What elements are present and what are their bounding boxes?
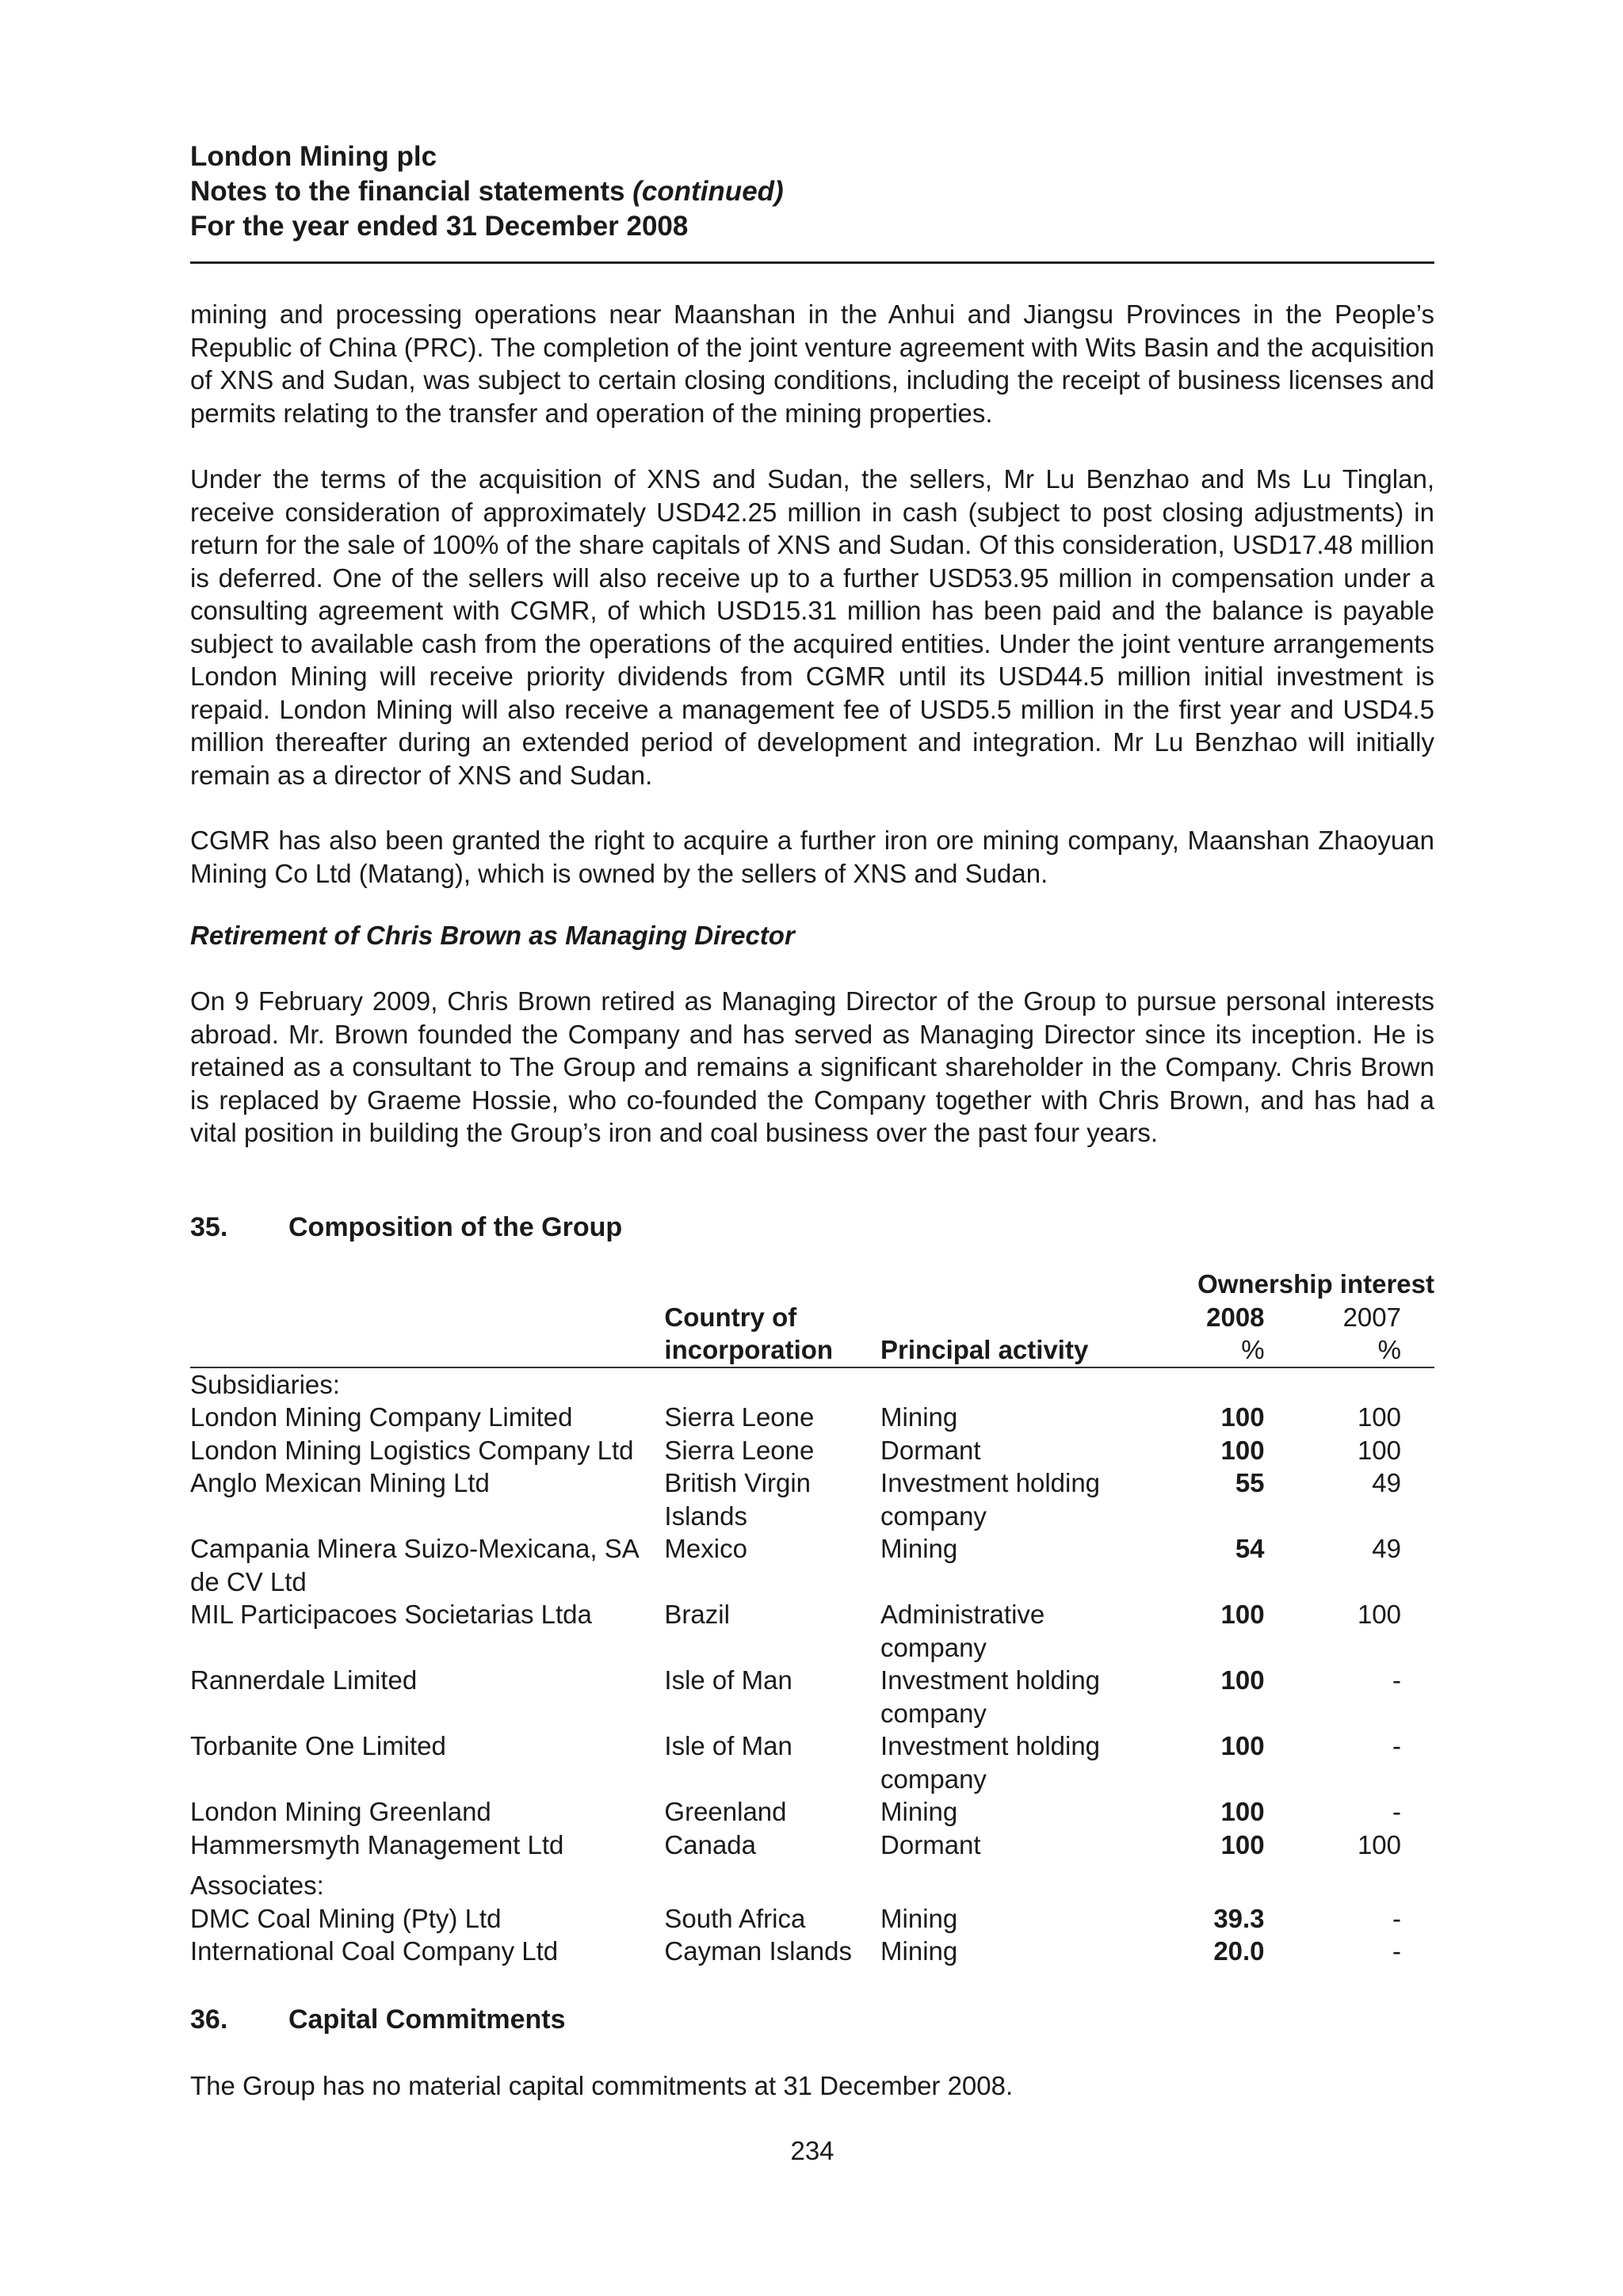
interest-2008: 100 (1220, 1731, 1265, 1760)
interest-2007: - (1392, 1797, 1401, 1826)
table-row (190, 1434, 1434, 1467)
table-row (190, 1401, 1434, 1434)
section-36-number: 36. (190, 2004, 228, 2035)
activity: Dormant (880, 1829, 981, 1859)
table-row (190, 1795, 1434, 1829)
table-row (190, 1902, 1434, 1936)
interest-2008: 20.0 (1213, 1936, 1265, 1966)
activity-header: Principal activity (880, 1333, 1136, 1367)
activity: Mining (880, 1797, 958, 1826)
header-divider (190, 261, 1434, 264)
country: Sierra Leone (664, 1402, 815, 1432)
page-number: 234 (790, 2136, 834, 2165)
country: Cayman Islands (664, 1936, 853, 1966)
entity-name: Rannerdale Limited (190, 1665, 418, 1695)
entity-name: Hammersmyth Management Ltd (190, 1829, 564, 1859)
activity: Administrative company (880, 1600, 1045, 1662)
section-35-title: Composition of the Group (288, 1212, 623, 1242)
country: Greenland (664, 1797, 787, 1826)
interest-2007: 100 (1357, 1435, 1401, 1465)
paragraph-intro: mining and processing operations near Maanshan in the Anhui and Jiangsu Provinces in the People’s Republic of China (PRC). The completion of the joint venture agreement with Wits Basin and the acquisition of XNS and Sudan, was subject to certain closing conditions, including the receipt of business licenses and permits relating to the transfer and operation of the mining properties. (190, 299, 1434, 428)
paragraph-cgmr-right: CGMR has also been granted the right to acquire a further iron ore mining company, Maanshan Zhaoyuan Mining Co Ltd (Matang), which is owned by the sellers of XNS and Sudan. (190, 826, 1434, 888)
entity-name: London Mining Greenland (190, 1797, 491, 1826)
country: Mexico (664, 1534, 747, 1563)
country: Canada (664, 1829, 757, 1859)
notes-title: Notes to the financial statements (190, 176, 633, 207)
associates-label: Associates: (190, 1871, 324, 1900)
entity-name: Campania Minera Suizo-Mexicana, SA de CV Ltd (190, 1534, 638, 1596)
country: Brazil (664, 1600, 730, 1629)
table-row (190, 1730, 1434, 1795)
interest-2008: 55 (1235, 1468, 1265, 1497)
interest-2008: 100 (1220, 1829, 1265, 1859)
subheading-retirement: Retirement of Chris Brown as Managing Director (190, 921, 795, 950)
section-35-number: 35. (190, 1212, 228, 1242)
interest-2008: 100 (1220, 1435, 1265, 1465)
activity: Mining (880, 1936, 958, 1966)
table-row (190, 1829, 1434, 1862)
paragraph-retirement: On 9 February 2009, Chris Brown retired as Managing Director of the Group to pursue personal interests abroad. Mr. Brown founded the Company and has served as Managing Director since its inception. He is retained as a consultant to The Group and remains a significant shareholder in the Company. Chris Brown is replaced by Graeme Hossie, who co-founded the Company together with Chris Brown, and has had a vital position in building the Group’s iron and coal business over the past four years. (190, 986, 1434, 1147)
interest-2007: - (1392, 1936, 1401, 1966)
interest-2007: 49 (1372, 1534, 1401, 1563)
subsidiaries-label: Subsidiaries: (190, 1369, 340, 1399)
table-row (190, 1664, 1434, 1730)
section-36-heading (190, 2004, 566, 2035)
year-2007-header: 2007 (1342, 1302, 1401, 1332)
activity: Investment holding company (880, 1731, 1101, 1794)
country: Sierra Leone (664, 1435, 815, 1465)
pct-2008-header: % (1136, 1333, 1264, 1367)
entity-name: Anglo Mexican Mining Ltd (190, 1468, 490, 1497)
company-name: London Mining plc (190, 141, 437, 172)
country: South Africa (664, 1903, 806, 1933)
interest-2008: 100 (1220, 1402, 1265, 1432)
activity: Dormant (880, 1435, 981, 1465)
composition-table (190, 1268, 1434, 1968)
interest-2008: 54 (1235, 1534, 1265, 1563)
capital-commitments-text: The Group has no material capital commitments at 31 December 2008. (190, 2071, 1014, 2100)
activity: Mining (880, 1534, 958, 1563)
section-36-title: Capital Commitments (288, 2004, 566, 2035)
activity: Mining (880, 1402, 958, 1432)
interest-2008: 39.3 (1213, 1903, 1265, 1933)
interest-2008: 100 (1220, 1600, 1265, 1629)
period-line: For the year ended 31 December 2008 (190, 211, 689, 242)
country: Isle of Man (664, 1731, 792, 1760)
interest-2007: 100 (1357, 1600, 1401, 1629)
table-row (190, 1935, 1434, 1968)
table-row (190, 1598, 1434, 1664)
table-row (190, 1466, 1434, 1532)
entity-name: London Mining Logistics Company Ltd (190, 1435, 634, 1465)
ownership-interest-header: Ownership interest (1197, 1269, 1434, 1299)
activity: Investment holding company (880, 1468, 1101, 1531)
interest-2007: - (1392, 1903, 1401, 1933)
interest-2007: 49 (1372, 1468, 1401, 1497)
paragraph-acquisition-terms: Under the terms of the acquisition of XNS and Sudan, the sellers, Mr Lu Benzhao and Ms Lu Tinglan, receive consideration of approximately USD42.25 million in cash (subject to post closing adjustments) in return for the sale of 100% of the share capitals of XNS and Sudan. Of this consideration, USD17.48 million is deferred. One of the sellers will also receive up to a further USD53.95 million in compensation under a consulting agreement with CGMR, of which USD15.31 million has been paid and the balance is payable subject to available cash from the operations of the acquired entities. Under the joint venture arrangements London Mining will receive priority dividends from CGMR until its USD44.5 million initial investment is repaid. London Mining will also receive a management fee of USD5.5 million in the first year and USD4.5 million thereafter during an extended period of development and integration. Mr Lu Benzhao will initially remain as a director of XNS and Sudan. (190, 464, 1434, 790)
country-header-line1: Country of (664, 1302, 797, 1332)
table-row (190, 1532, 1434, 1598)
interest-2007: - (1392, 1665, 1401, 1695)
entity-name: Torbanite One Limited (190, 1731, 446, 1760)
country: Isle of Man (664, 1665, 792, 1695)
country-header-line2: incorporation (664, 1333, 880, 1367)
activity: Investment holding company (880, 1665, 1101, 1728)
interest-2007: - (1392, 1731, 1401, 1760)
entity-name: DMC Coal Mining (Pty) Ltd (190, 1903, 502, 1933)
document-title (190, 174, 784, 209)
entity-name: International Coal Company Ltd (190, 1936, 559, 1966)
activity: Mining (880, 1903, 958, 1933)
pct-2007-header: % (1265, 1333, 1434, 1367)
country: British Virgin Islands (664, 1468, 812, 1531)
section-35-heading (190, 1212, 622, 1243)
interest-2008: 100 (1220, 1797, 1265, 1826)
year-2008-header: 2008 (1206, 1302, 1265, 1332)
interest-2007: 100 (1357, 1402, 1401, 1432)
document-header (190, 139, 784, 244)
continued-label: (continued) (632, 176, 784, 207)
interest-2007: 100 (1357, 1829, 1401, 1859)
entity-name: London Mining Company Limited (190, 1402, 573, 1432)
entity-name: MIL Participacoes Societarias Ltda (190, 1600, 592, 1629)
interest-2008: 100 (1220, 1665, 1265, 1695)
